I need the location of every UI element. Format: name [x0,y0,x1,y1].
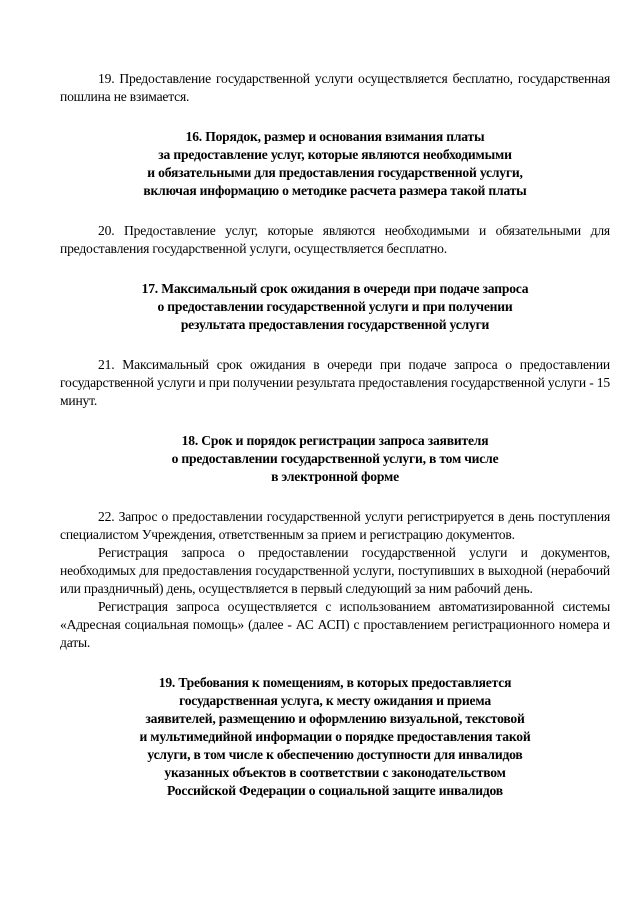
heading-line: и мультимедийной информации о порядке предоставления такой [139,729,531,744]
heading-line: включая информацию о методике расчета размера такой платы [143,183,527,198]
paragraph-22: 22. Запрос о предоставлении государственной услуги регистрируется в день поступления специалистом Учреждения, ответственным за прием и регистрацию документов. [60,509,610,542]
heading-line: 18. Срок и порядок регистрации запроса заявителя [181,433,489,448]
section-heading-16 [60,128,610,200]
heading-line: о предоставлении государственной услуги, в том числе [171,451,499,466]
paragraph-22-registration-system: Регистрация запроса осуществляется с использованием автоматизированной системы «Адресная социальная помощь» (далее - АС АСП) с проставлением регистрационного номера и даты. [60,599,610,650]
heading-line: 19. Требования к помещениям, в которых предоставляется [158,675,512,690]
heading-line: указанных объектов в соответствии с законодательством [164,765,506,780]
heading-line: за предоставление услуг, которые являются необходимыми [158,147,512,162]
heading-line: о предоставлении государственной услуги и при получении [157,299,513,314]
document-page [60,70,610,800]
heading-line: услуги, в том числе к обеспечению доступности для инвалидов [147,747,523,762]
heading-line: Российской Федерации о социальной защите инвалидов [167,783,503,798]
heading-line: заявителей, размещению и оформлению визуальной, текстовой [145,711,525,726]
section-heading-19 [60,674,610,800]
paragraph-22-registration-weekend: Регистрация запроса о предоставлении государственной услуги и документов, необходимых для предоставления государственной услуги, поступивших в выходной (нерабочий или праздничный) день, осуществляется в первый следующий за ним рабочий день. [60,545,610,596]
section-heading-18 [60,432,610,486]
heading-line: государственная услуга, к месту ожидания и приема [179,693,491,708]
section-heading-17 [60,280,610,334]
paragraph-21: 21. Максимальный срок ожидания в очереди при подаче запроса о предоставлении государственной услуги и при получении результата предоставления государственной услуги - 15 минут. [60,357,610,408]
paragraph-19: 19. Предоставление государственной услуги осуществляется бесплатно, государственная пошлина не взимается. [60,71,610,104]
heading-line: результата предоставления государственной услуги [180,317,490,332]
heading-line: 16. Порядок, размер и основания взимания платы [185,129,485,144]
heading-line: и обязательными для предоставления государственной услуги, [147,165,523,180]
heading-line: 17. Максимальный срок ожидания в очереди при подаче запроса [141,281,529,296]
paragraph-20: 20. Предоставление услуг, которые являются необходимыми и обязательными для предоставления государственной услуги, осуществляется бесплатно. [60,223,610,256]
heading-line: в электронной форме [271,469,399,484]
